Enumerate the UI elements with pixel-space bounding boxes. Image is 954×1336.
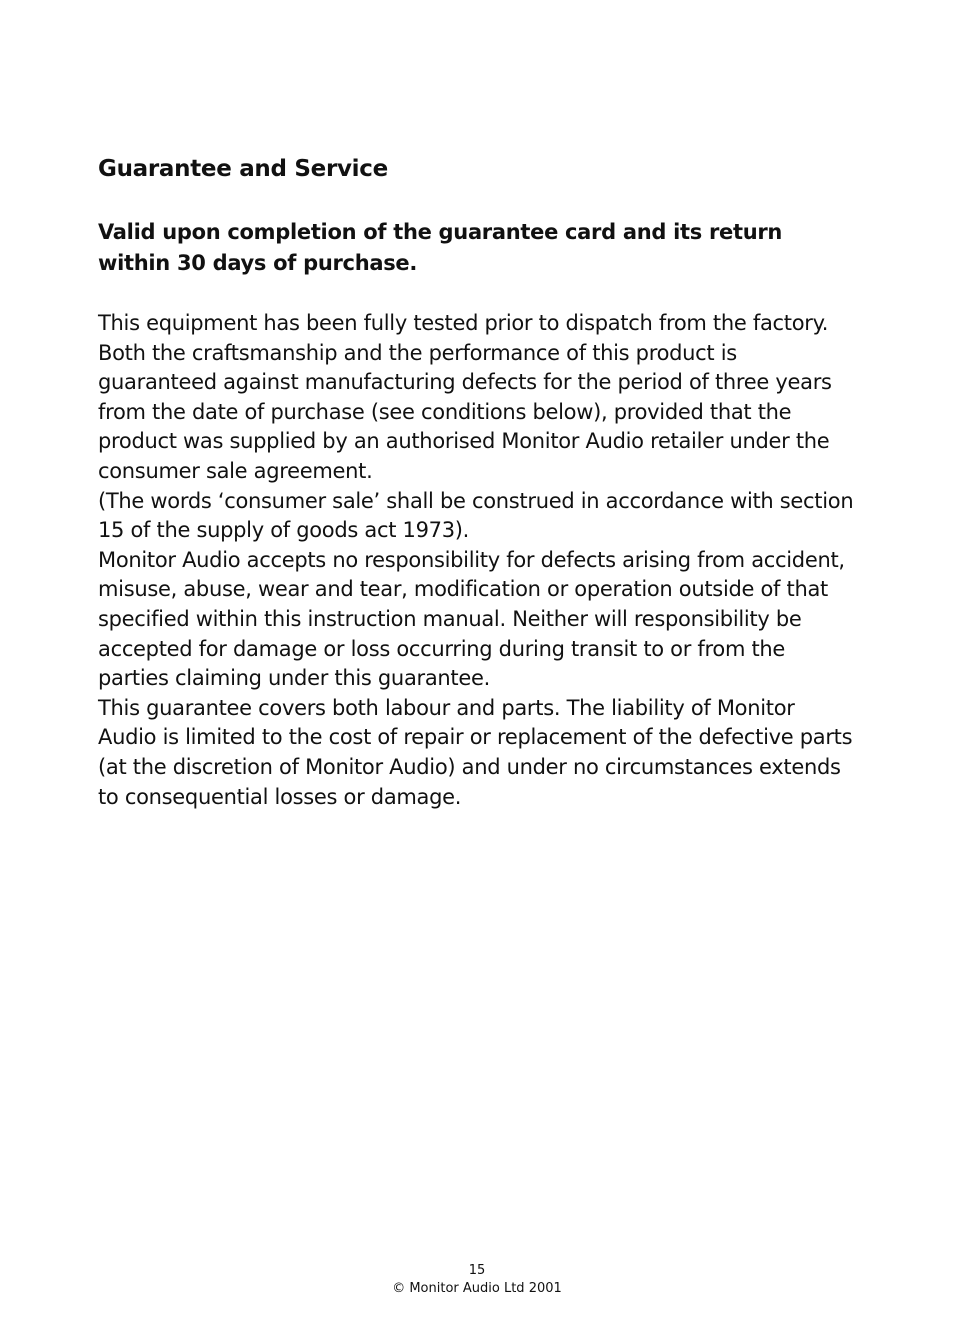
paragraph-responsibility: Monitor Audio accepts no responsibility for defects arising from accident, misuse, abuse, wear and tear, modification or operation outside of that specified within this instruction manual. Neither will responsibility be accepted for damage or loss occurring during transit to or from the parties claiming under this guarantee.	[98, 547, 845, 691]
paragraph-testing: This equipment has been fully tested prior to dispatch from the factory. Both the craftsmanship and the performance of this product is guaranteed against manufacturing defects for the period of three years from the date of purchase (see conditions below), provided that the product was supplied by an authorised Monitor Audio retailer under the consumer sale agreement.	[98, 311, 832, 483]
copyright-notice: © Monitor Audio Ltd 2001	[392, 1281, 562, 1296]
page-title: Guarantee and Service	[98, 156, 388, 182]
paragraph-consumer-sale: (The words ‘consumer sale’ shall be construed in accordance with section 15 of the supply of goods act 1973).	[98, 488, 854, 543]
guarantee-body	[98, 309, 858, 812]
paragraph-liability: This guarantee covers both labour and parts. The liability of Monitor Audio is limited to the cost of repair or replacement of the defective parts (at the discretion of Monitor Audio) and under no circumstances extends to consequential losses or damage.	[98, 695, 853, 809]
guarantee-validity-note: Valid upon completion of the guarantee card and its return within 30 days of purchase.	[98, 220, 783, 275]
page-number: 15	[468, 1263, 486, 1278]
